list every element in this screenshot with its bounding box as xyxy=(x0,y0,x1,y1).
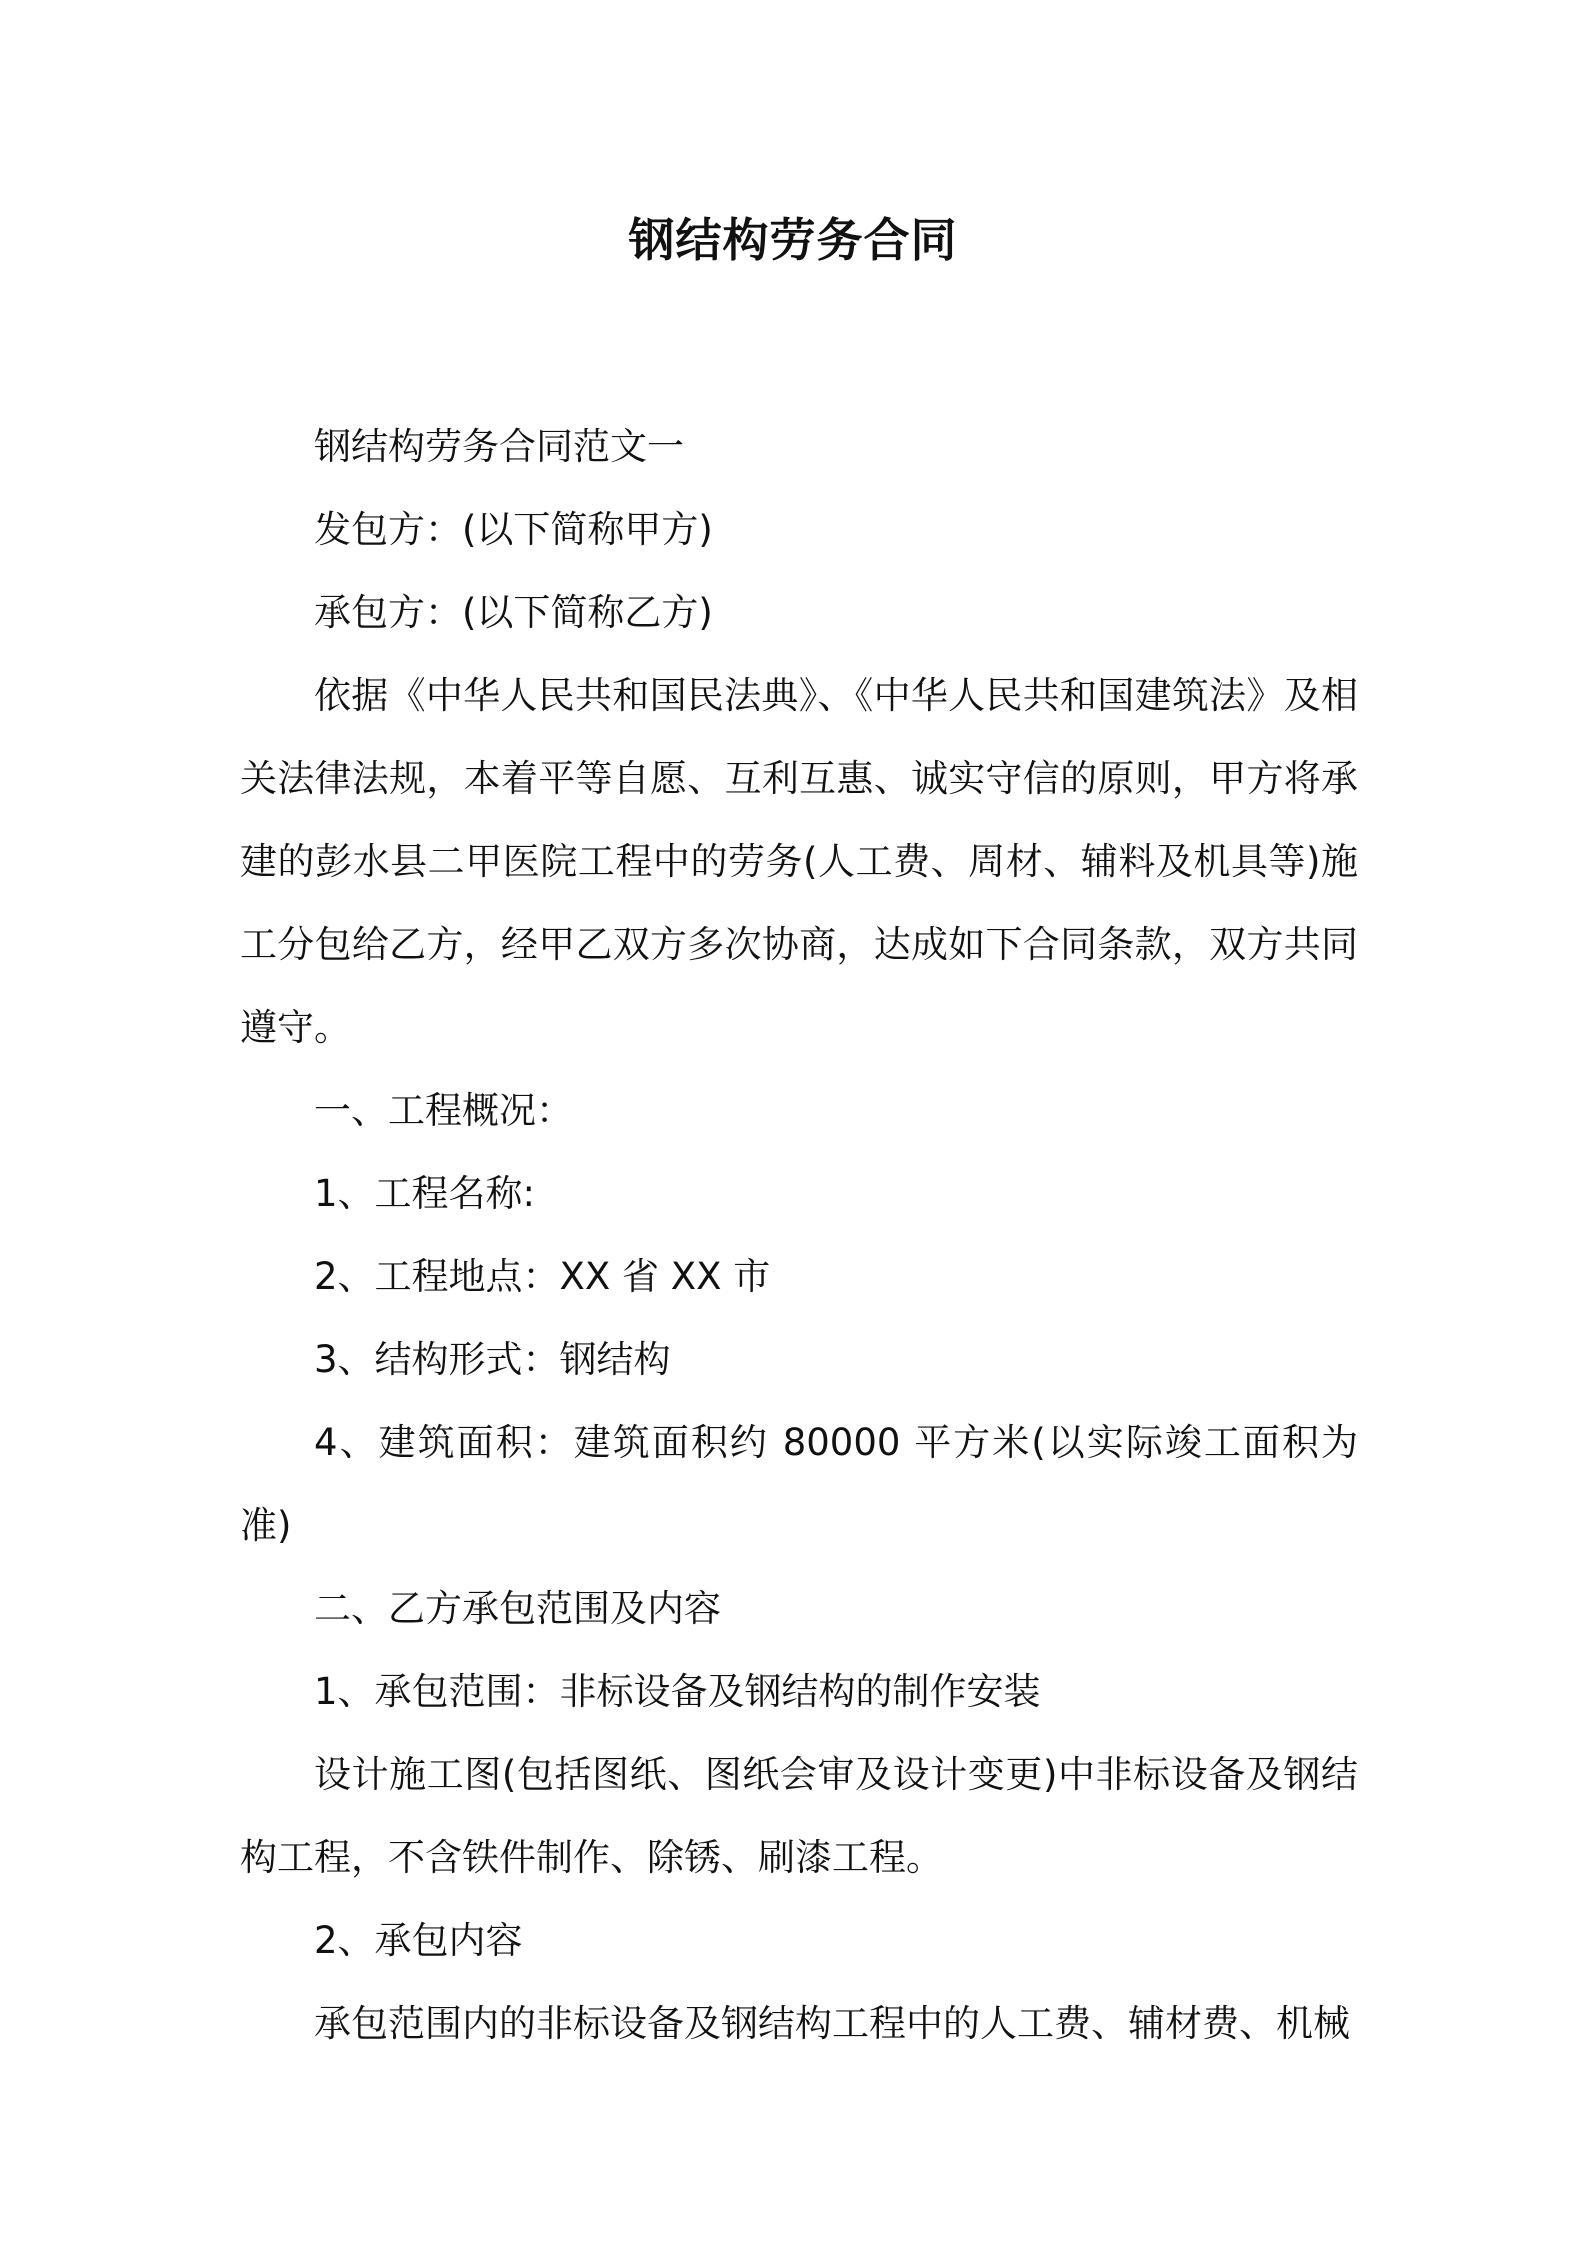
building-area-item: 4、建筑面积：建筑面积约 80000 平方米(以实际竣工面积为准) xyxy=(240,1421,1358,1547)
scope-detail-paragraph: 设计施工图(包括图纸、图纸会审及设计变更)中非标设备及钢结构工程，不含铁件制作、除锈、刷漆工程。 xyxy=(240,1753,1358,1879)
document-body xyxy=(240,405,1358,2065)
subtitle-paragraph: 钢结构劳务合同范文一 xyxy=(314,425,684,468)
content-detail-paragraph: 承包范围内的非标设备及钢结构工程中的人工费、辅材费、机械 xyxy=(314,2002,1350,2045)
section-heading-1: 一、工程概况： xyxy=(314,1089,573,1132)
scope-item: 1、承包范围：非标设备及钢结构的制作安装 xyxy=(314,1670,1041,1713)
section-heading-2: 二、乙方承包范围及内容 xyxy=(314,1587,721,1630)
party-b-line: 承包方：(以下简称乙方) xyxy=(314,591,713,634)
project-name-item: 1、工程名称: xyxy=(314,1172,536,1215)
structure-type-item: 3、结构形式：钢结构 xyxy=(314,1338,671,1381)
preamble-paragraph: 依据《中华人民共和国民法典》、《中华人民共和国建筑法》及相关法律法规，本着平等自愿、互利互惠、诚实守信的原则，甲方将承建的彭水县二甲医院工程中的劳务(人工费、周材、辅料及机具等)施工分包给乙方，经甲乙双方多次协商，达成如下合同条款，双方共同遵守。 xyxy=(240,674,1358,1049)
project-location-item: 2、工程地点：XX 省 XX 市 xyxy=(314,1255,771,1298)
content-item: 2、承包内容 xyxy=(314,1919,523,1962)
document-title: 钢结构劳务合同 xyxy=(628,213,958,267)
party-a-line: 发包方：(以下简称甲方) xyxy=(314,508,713,551)
